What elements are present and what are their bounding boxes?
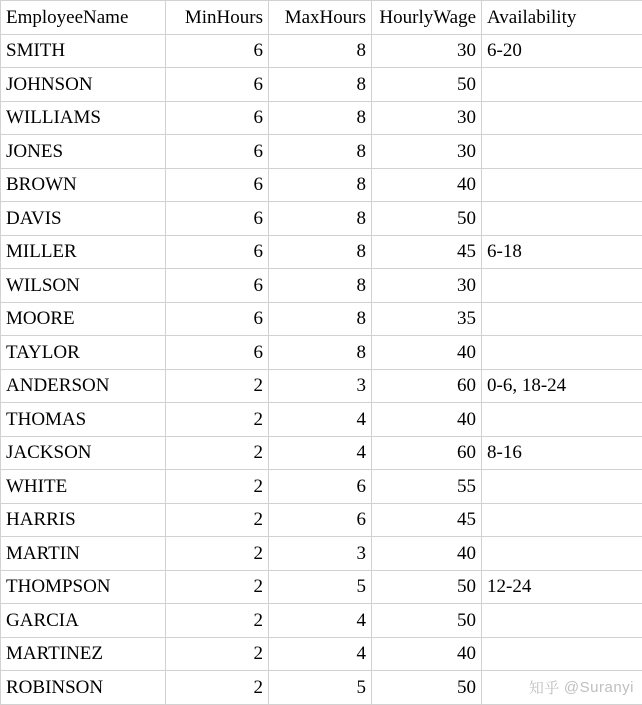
cell-maxhours: 8 — [269, 235, 372, 269]
cell-availability — [482, 269, 642, 303]
table-row — [1, 302, 642, 336]
cell-hourlywage: 50 — [372, 671, 482, 705]
cell-availability — [482, 68, 642, 102]
cell-maxhours: 8 — [269, 302, 372, 336]
table-row — [1, 637, 642, 671]
column-header-minhours: MinHours — [166, 1, 269, 35]
cell-availability — [482, 101, 642, 135]
table-row — [1, 101, 642, 135]
cell-minhours: 6 — [166, 168, 269, 202]
cell-employeename: DAVIS — [1, 202, 166, 236]
cell-employeename: MILLER — [1, 235, 166, 269]
cell-maxhours: 8 — [269, 336, 372, 370]
cell-employeename: HARRIS — [1, 503, 166, 537]
cell-hourlywage: 50 — [372, 570, 482, 604]
table-row — [1, 336, 642, 370]
cell-minhours: 2 — [166, 436, 269, 470]
cell-maxhours: 6 — [269, 503, 372, 537]
cell-availability — [482, 537, 642, 571]
cell-availability — [482, 168, 642, 202]
cell-employeename: WHITE — [1, 470, 166, 504]
cell-minhours: 6 — [166, 101, 269, 135]
cell-minhours: 2 — [166, 637, 269, 671]
cell-minhours: 6 — [166, 235, 269, 269]
cell-employeename: WILSON — [1, 269, 166, 303]
cell-employeename: TAYLOR — [1, 336, 166, 370]
cell-maxhours: 6 — [269, 470, 372, 504]
table-row — [1, 436, 642, 470]
watermark — [529, 677, 634, 698]
cell-hourlywage: 40 — [372, 637, 482, 671]
cell-employeename: WILLIAMS — [1, 101, 166, 135]
cell-minhours: 2 — [166, 470, 269, 504]
cell-hourlywage: 45 — [372, 235, 482, 269]
cell-maxhours: 8 — [269, 68, 372, 102]
cell-employeename: MARTIN — [1, 537, 166, 571]
cell-hourlywage: 40 — [372, 537, 482, 571]
table-row — [1, 403, 642, 437]
cell-employeename: THOMAS — [1, 403, 166, 437]
cell-employeename: JACKSON — [1, 436, 166, 470]
cell-availability — [482, 503, 642, 537]
cell-hourlywage: 40 — [372, 168, 482, 202]
cell-minhours: 6 — [166, 34, 269, 68]
cell-employeename: ROBINSON — [1, 671, 166, 705]
cell-availability: 8-16 — [482, 436, 642, 470]
table-row — [1, 202, 642, 236]
table-row — [1, 570, 642, 604]
cell-hourlywage: 45 — [372, 503, 482, 537]
cell-employeename: GARCIA — [1, 604, 166, 638]
watermark-handle: @Suranyi — [564, 679, 634, 696]
cell-hourlywage: 60 — [372, 369, 482, 403]
cell-employeename: THOMPSON — [1, 570, 166, 604]
cell-availability — [482, 637, 642, 671]
cell-maxhours: 8 — [269, 34, 372, 68]
cell-maxhours: 8 — [269, 101, 372, 135]
cell-minhours: 2 — [166, 537, 269, 571]
cell-maxhours: 8 — [269, 269, 372, 303]
cell-employeename: BROWN — [1, 168, 166, 202]
cell-minhours: 6 — [166, 202, 269, 236]
cell-hourlywage: 40 — [372, 336, 482, 370]
cell-minhours: 6 — [166, 269, 269, 303]
table-row — [1, 135, 642, 169]
cell-employeename: MARTINEZ — [1, 637, 166, 671]
column-header-maxhours: MaxHours — [269, 1, 372, 35]
table-row — [1, 68, 642, 102]
cell-availability: 6-18 — [482, 235, 642, 269]
table-header — [1, 1, 642, 35]
cell-availability — [482, 302, 642, 336]
table-row — [1, 235, 642, 269]
cell-hourlywage: 50 — [372, 68, 482, 102]
table-row — [1, 34, 642, 68]
cell-maxhours: 3 — [269, 369, 372, 403]
cell-maxhours: 4 — [269, 637, 372, 671]
cell-availability — [482, 135, 642, 169]
cell-minhours: 2 — [166, 403, 269, 437]
cell-hourlywage: 50 — [372, 202, 482, 236]
cell-maxhours: 8 — [269, 135, 372, 169]
cell-maxhours: 4 — [269, 436, 372, 470]
cell-minhours: 6 — [166, 302, 269, 336]
cell-minhours: 6 — [166, 135, 269, 169]
cell-minhours: 2 — [166, 604, 269, 638]
cell-availability — [482, 604, 642, 638]
table-row — [1, 168, 642, 202]
cell-availability: 6-20 — [482, 34, 642, 68]
cell-employeename: MOORE — [1, 302, 166, 336]
table-row — [1, 269, 642, 303]
cell-maxhours: 3 — [269, 537, 372, 571]
cell-availability — [482, 470, 642, 504]
table-row — [1, 537, 642, 571]
cell-employeename: SMITH — [1, 34, 166, 68]
cell-employeename: JOHNSON — [1, 68, 166, 102]
cell-maxhours: 5 — [269, 671, 372, 705]
column-header-hourlywage: HourlyWage — [372, 1, 482, 35]
cell-minhours: 2 — [166, 369, 269, 403]
cell-minhours: 2 — [166, 503, 269, 537]
cell-hourlywage: 50 — [372, 604, 482, 638]
cell-maxhours: 5 — [269, 570, 372, 604]
cell-minhours: 2 — [166, 570, 269, 604]
column-header-employeename: EmployeeName — [1, 1, 166, 35]
cell-minhours: 6 — [166, 336, 269, 370]
cell-hourlywage: 40 — [372, 403, 482, 437]
cell-hourlywage: 60 — [372, 436, 482, 470]
cell-hourlywage: 30 — [372, 135, 482, 169]
cell-maxhours: 4 — [269, 403, 372, 437]
table-row — [1, 470, 642, 504]
table-row — [1, 604, 642, 638]
cell-maxhours: 8 — [269, 168, 372, 202]
cell-minhours: 6 — [166, 68, 269, 102]
column-header-availability: Availability — [482, 1, 642, 35]
cell-availability — [482, 202, 642, 236]
cell-hourlywage: 30 — [372, 34, 482, 68]
cell-availability — [482, 403, 642, 437]
table-row — [1, 503, 642, 537]
cell-hourlywage: 30 — [372, 269, 482, 303]
cell-employeename: JONES — [1, 135, 166, 169]
cell-employeename: ANDERSON — [1, 369, 166, 403]
cell-availability — [482, 336, 642, 370]
cell-hourlywage: 35 — [372, 302, 482, 336]
table-body — [1, 34, 642, 704]
table-header-row — [1, 1, 642, 35]
cell-hourlywage: 55 — [372, 470, 482, 504]
table-row — [1, 369, 642, 403]
cell-minhours: 2 — [166, 671, 269, 705]
cell-maxhours: 8 — [269, 202, 372, 236]
watermark-site: 知乎 — [529, 677, 560, 698]
cell-maxhours: 4 — [269, 604, 372, 638]
cell-hourlywage: 30 — [372, 101, 482, 135]
cell-availability: 0-6, 18-24 — [482, 369, 642, 403]
cell-availability: 12-24 — [482, 570, 642, 604]
